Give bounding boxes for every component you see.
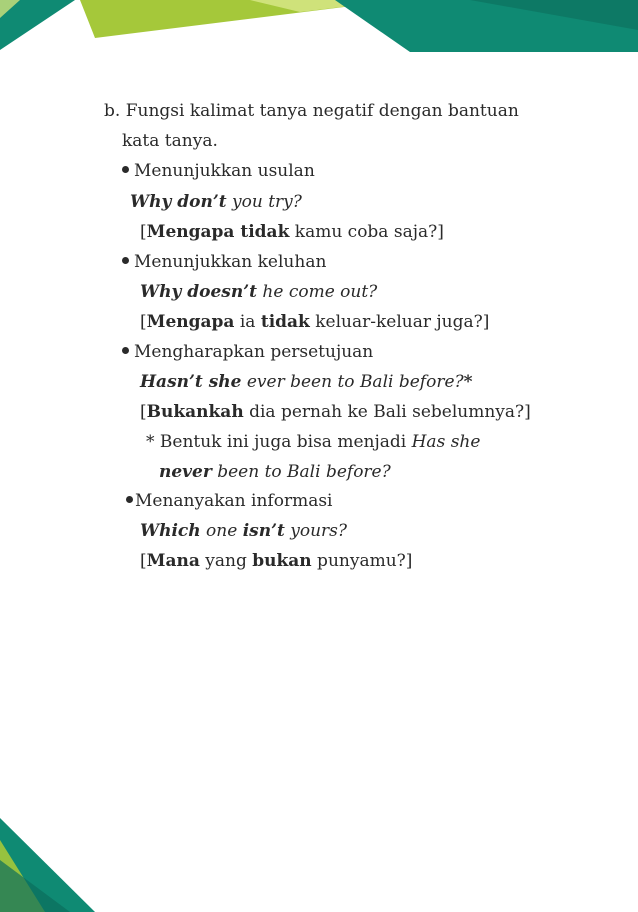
bullet-icon [122,257,129,264]
note2-bold: never [159,462,212,482]
informasi-en-bold1: Which [140,521,201,541]
keluhan-id-rest: keluar-keluar juga?] [309,312,490,332]
note-italic: Has she [411,432,481,452]
persetujuan-id-open: [ [140,402,147,422]
persetujuan-english [140,371,473,393]
bullet-icon [122,347,129,354]
persetujuan-en-bold: Hasn’t she [140,372,242,392]
usulan-en-rest: you try? [226,192,302,212]
intro-line-1 [104,100,519,122]
informasi-id-open: [ [140,551,147,571]
persetujuan-id-rest: dia pernah ke Bali sebelumnya?] [243,402,531,422]
usulan-id-bold: Mengapa tidak [146,222,290,242]
persetujuan-note-line1 [146,431,480,453]
intro-text-1: Fungsi kalimat tanya negatif dengan bantuan [125,101,519,121]
intro-text-2: kata tanya. [122,131,218,151]
informasi-id-rest: punyamu?] [311,551,413,571]
persetujuan-label: Mengharapkan persetujuan [134,342,374,362]
item-letter: b. [104,101,121,121]
informasi-label: Menanyakan informasi [135,491,333,511]
informasi-english [140,520,347,542]
bullet-icon [126,496,133,503]
bullet-usulan [122,160,315,182]
informasi-id-bold2: bukan [252,551,312,571]
bullet-icon [122,166,129,173]
persetujuan-note-line2 [159,461,391,483]
note2-rest: been to Bali before? [211,462,391,482]
keluhan-id-mid: ia [234,312,261,332]
bullet-informasi [126,490,332,512]
keluhan-label: Menunjukkan keluhan [134,252,327,272]
usulan-label: Menunjukkan usulan [134,161,315,181]
bullet-persetujuan [122,341,373,363]
note-star: * [146,432,155,452]
keluhan-english [140,281,377,303]
informasi-en-mid: one [200,521,243,541]
keluhan-id-open: [ [140,312,147,332]
informasi-indonesian [140,550,412,572]
persetujuan-indonesian [140,401,531,423]
informasi-en-bold2: isn’t [242,521,285,541]
keluhan-en-bold: Why doesn’t [140,282,257,302]
keluhan-id-bold1: Mengapa [146,312,235,332]
keluhan-indonesian [140,311,489,333]
usulan-id-open: [ [140,222,147,242]
persetujuan-en-star: * [463,372,473,392]
usulan-en-bold: Why don’t [130,192,227,212]
usulan-id-rest: kamu coba saja?] [289,222,444,242]
usulan-indonesian [140,221,444,243]
informasi-id-bold1: Mana [146,551,200,571]
keluhan-en-rest: he come out? [257,282,378,302]
usulan-english [130,191,302,213]
keluhan-id-bold2: tidak [260,312,310,332]
persetujuan-id-bold: Bukankah [146,402,244,422]
intro-line-2 [122,130,218,152]
note-text: Bentuk ini juga bisa menjadi [154,432,412,452]
informasi-id-mid: yang [199,551,253,571]
informasi-en-rest: yours? [284,521,348,541]
persetujuan-en-rest: ever been to Bali before? [241,372,464,392]
bullet-keluhan [122,251,326,273]
